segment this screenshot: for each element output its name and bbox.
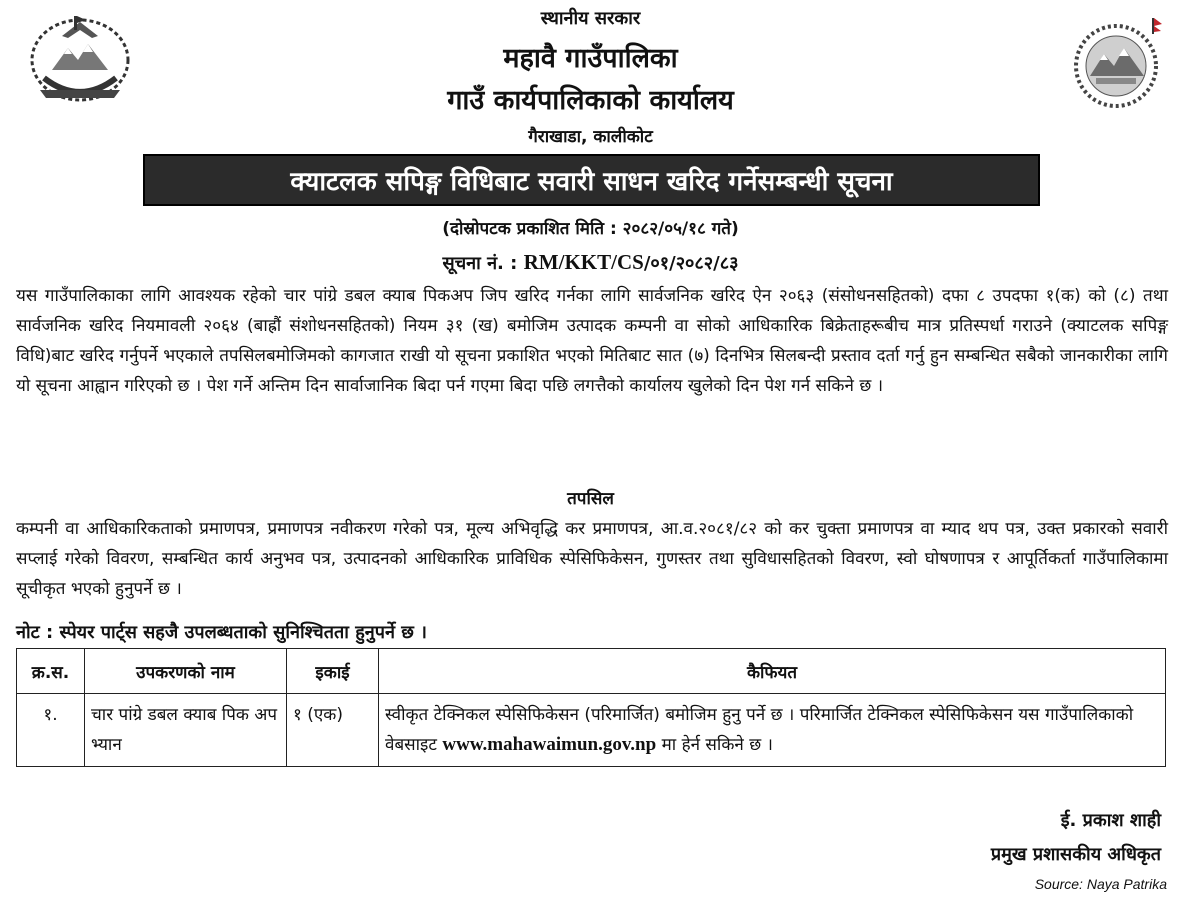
signatory-title: प्रमुख प्रशासकीय अधिकृत xyxy=(990,844,1161,865)
remark-before: स्वीकृत टेक्निकल स्पेसिफिकेसन (परिमार्जित) बमोजिम हुनु पर्ने छ । परिमार्जित टेक्निकल स्पेसिफिकेसन यस गाउँपालिकाको वेबसाइट xyxy=(385,705,1134,755)
notice-number-suffix: /०१/२०८२/८३ xyxy=(643,253,739,274)
cell-sn: १. xyxy=(17,694,85,767)
remark-after: मा हेर्न सकिने छ । xyxy=(656,735,773,755)
cell-remarks xyxy=(379,694,1166,767)
notice-number-code: RM/KKT/CS xyxy=(523,250,644,274)
source-credit: Source: Naya Patrika xyxy=(1034,876,1167,892)
publication-date: (दोस्रोपटक प्रकाशित मिति : २०८२/०५/१८ गते) xyxy=(442,219,739,239)
notice-number-label: सूचना नं. : xyxy=(442,253,518,274)
office-address: गैराखाडा, कालीकोट xyxy=(528,127,653,147)
notice-title: क्याटलक सपिङ्ग विधिबाट सवारी साधन खरिद गर्नेसम्बन्धी सूचना xyxy=(290,167,893,197)
municipality-name: महावै गाउँपालिका xyxy=(503,43,678,74)
notice-title-banner xyxy=(143,154,1040,206)
cell-name: चार पांग्रे डबल क्याब पिक अप भ्यान xyxy=(85,694,287,767)
office-name: गाउँ कार्यपालिकाको कार्यालय xyxy=(447,85,734,116)
tapasil-heading: तपसिल xyxy=(567,489,614,509)
notice-number xyxy=(0,250,1181,275)
government-label: स्थानीय सरकार xyxy=(540,8,641,29)
table-header-row xyxy=(17,649,1166,694)
cell-unit: १ (एक) xyxy=(287,694,379,767)
notice-body: यस गाउँपालिकाका लागि आवश्यक रहेको चार पांग्रे डबल क्याब पिकअप जिप खरिद गर्नका लागि सार्वजनिक खरिद ऐन २०६३ (संसोधनसहितको) दफा ८ उपदफा १(क) को (८) तथा सार्वजनिक खरिद नियमावली २०६४ (बाह्रौं संशोधनसहितको) नियम ३१ (ख) बमोजिम उत्पादक कम्पनी वा सोको आधिकारिक बिक्रेताहरूबीच मात्र प्रतिस्पर्धा गराउने (क्याटलक सपिङ्ग विधि)बाट खरिद गर्नुपर्ने भएकाले तपसिलबमोजिमको कागजात राखी यो सूचना प्रकाशित भएको मितिबाट सात (७) दिनभित्र सिलबन्दी प्रस्ताव दर्ता गर्नु हुन सम्बन्धित सबैको जानकारीका लागि यो सूचना आह्वान गरिएको छ । पेश गर्ने अन्तिम दिन सार्वाजानिक बिदा पर्न गएमा बिदा पछि लगत्तैको कार्यालय खुलेको दिन पेश गर्न सकिने छ । xyxy=(16,286,1168,396)
tapasil-text: कम्पनी वा आधिकारिकताको प्रमाणपत्र, प्रमाणपत्र नवीकरण गरेको पत्र, मूल्य अभिवृद्धि कर प्रमाणपत्र, आ.व.२०८१/८२ को कर चुक्ता प्रमाणपत्र वा म्याद थप पत्र, उक्त प्रकारको सवारी सप्लाई गरेको विवरण, सम्बन्धित कार्य अनुभव पत्र, उत्पादनको आधिकारिक प्राविधिक स्पेसिफिकेसन, गुणस्तर तथा सुविधासहितको विवरण, स्वो घोषणापत्र र आपूर्तिकर्ता गाउँपालिकामा सूचीकृत भएको हुनुपर्ने छ । xyxy=(16,519,1168,599)
col-header-name: उपकरणको नाम xyxy=(85,649,287,694)
col-header-unit: इकाई xyxy=(287,649,379,694)
items-table xyxy=(16,648,1166,767)
col-header-sn: क्र.स. xyxy=(17,649,85,694)
col-header-remarks: कैफियत xyxy=(379,649,1166,694)
website-link[interactable]: www.mahawaimun.gov.np xyxy=(442,734,657,755)
table-row xyxy=(17,694,1166,767)
signatory-name: ई. प्रकाश शाही xyxy=(1060,810,1161,831)
note-text: नोट : स्पेयर पार्ट्स सहजै उपलब्धताको सुनिश्चितता हुनुपर्ने छ । xyxy=(16,622,427,643)
